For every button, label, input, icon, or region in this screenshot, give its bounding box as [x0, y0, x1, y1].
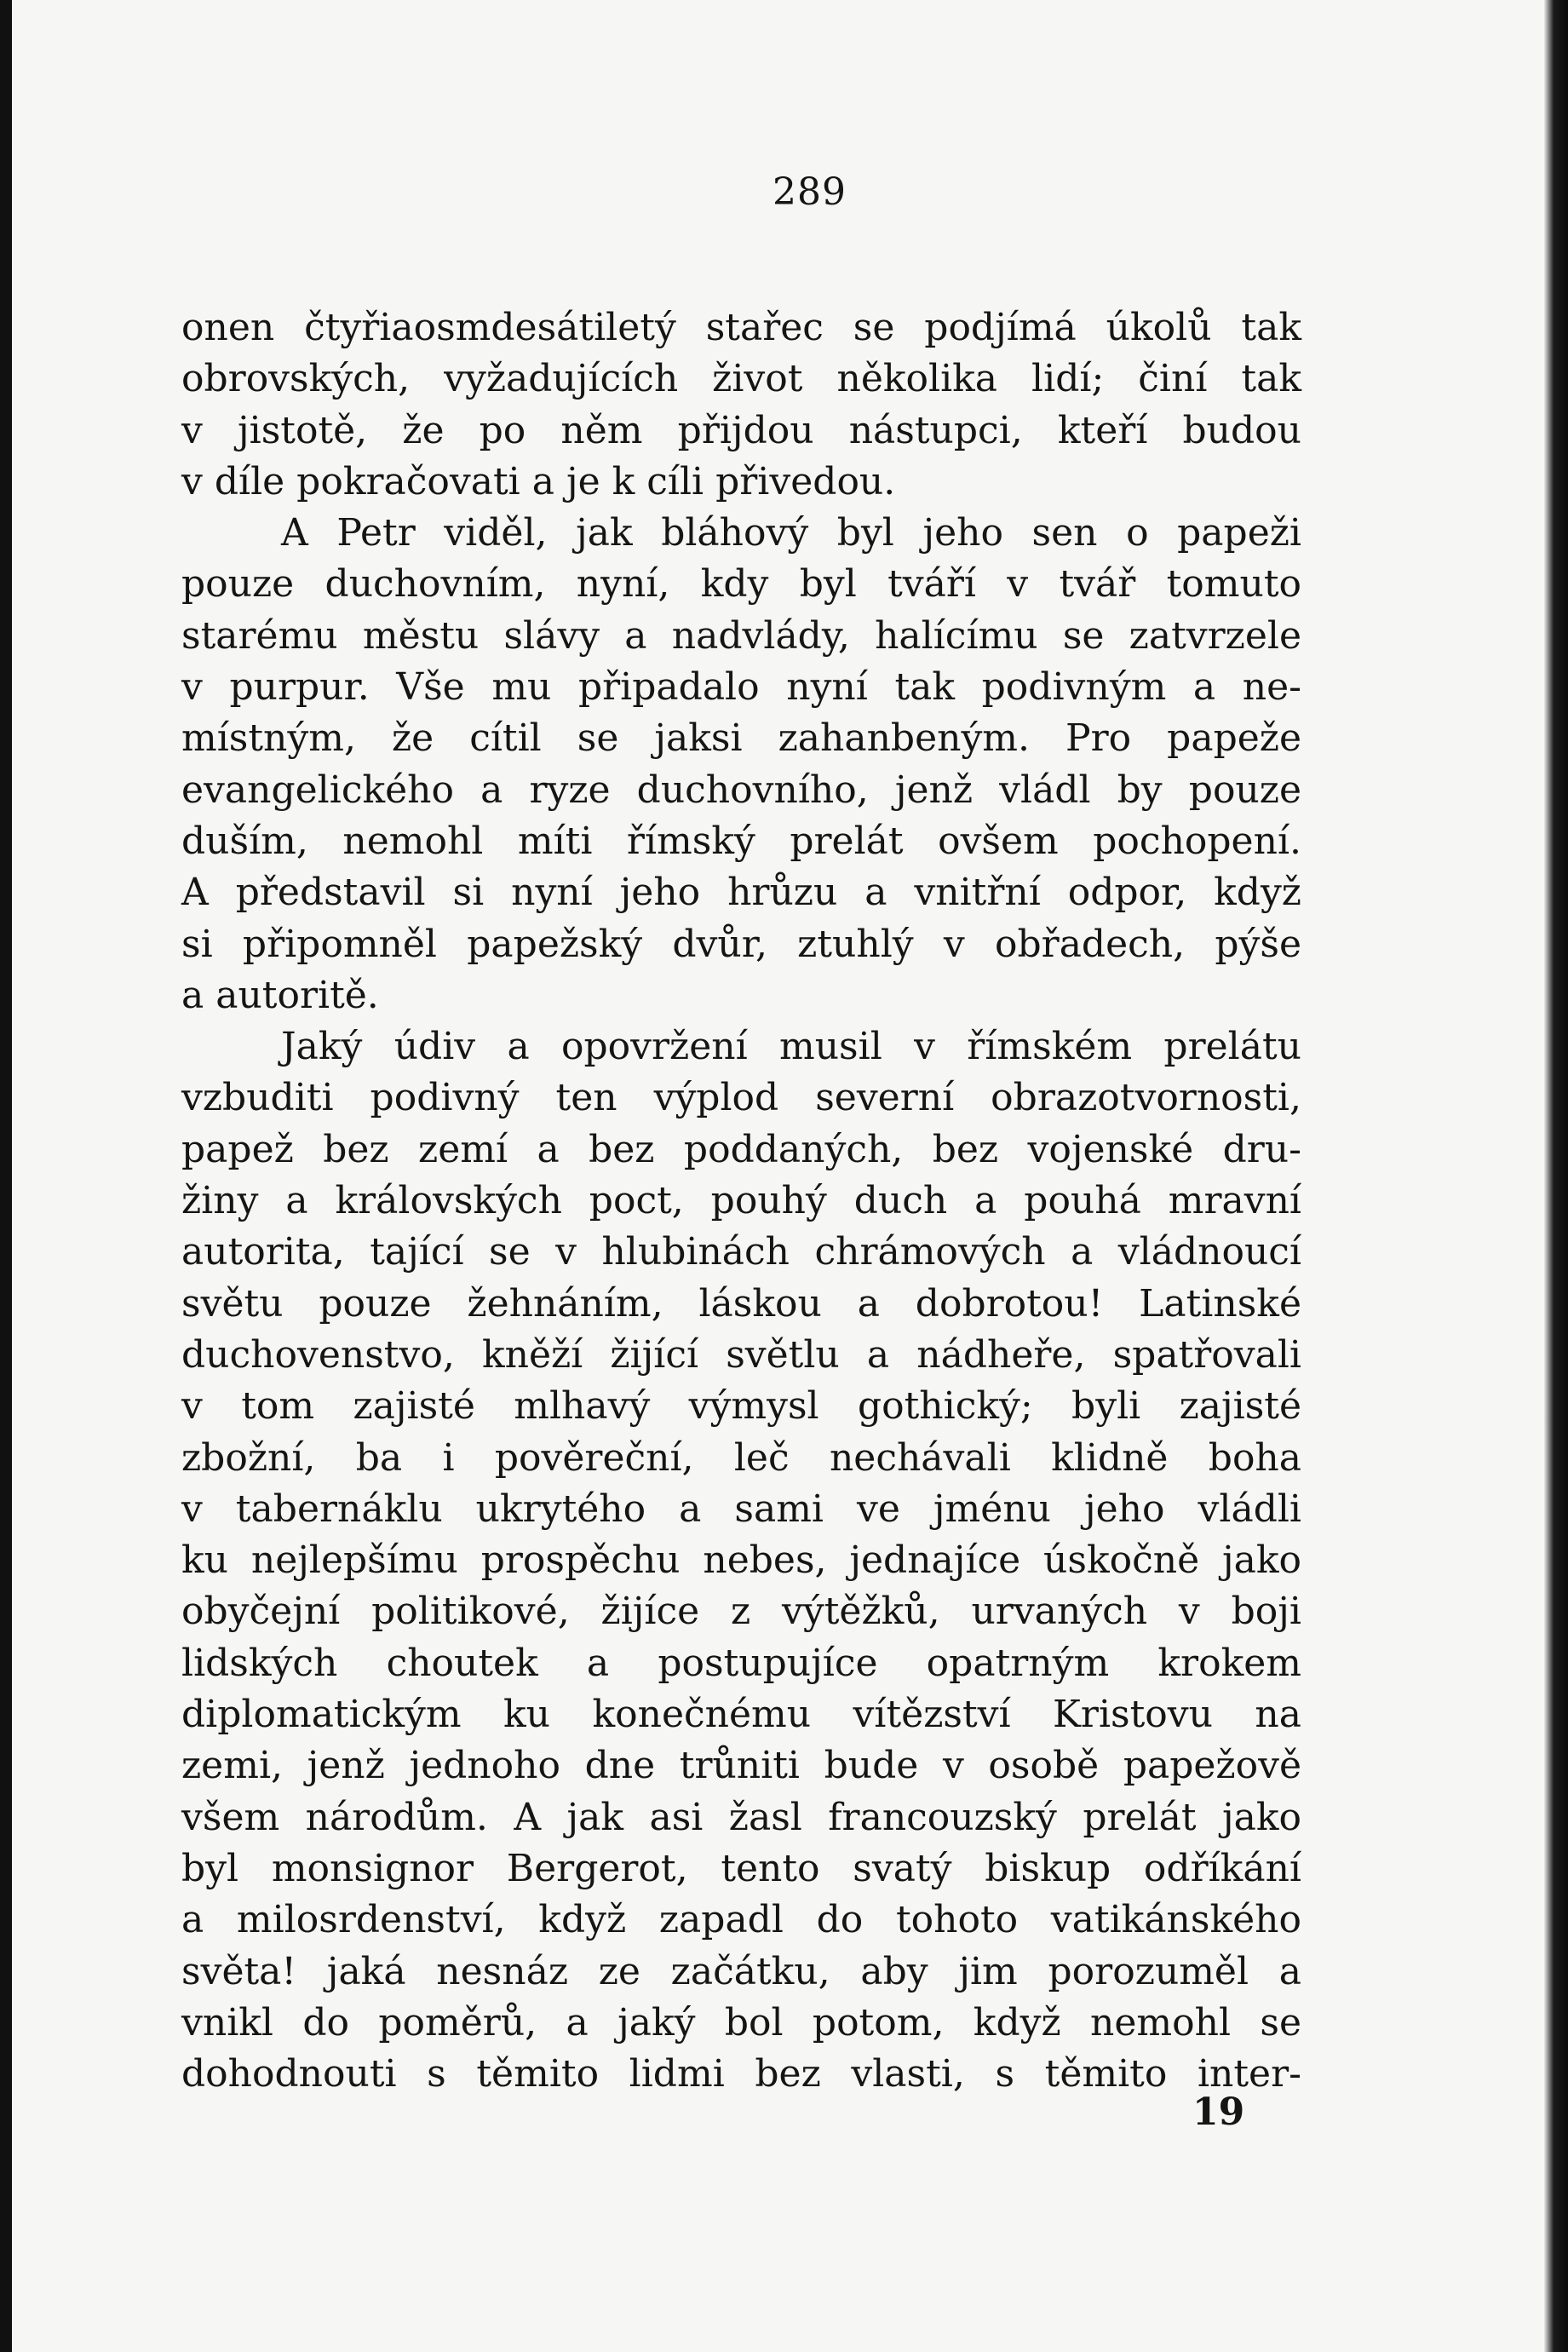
text-line: onen čtyřiaosmdesátiletý stařec se podjímá úkolů tak [181, 306, 1301, 349]
text-line: Jaký údiv a opovržení musil v římském prelátu [281, 1025, 1301, 1069]
text-line: evangelického a ryze duchovního, jenž vládl by pouze [181, 768, 1301, 812]
text-line: obyčejní politikové, žijíce z výtěžků, urvaných v boji [181, 1590, 1301, 1634]
text-line: obrovských, vyžadujících život několika lidí; činí tak [181, 357, 1301, 401]
text-line: ku nejlepšímu prospěchu nebes, jednajíce úskočně jako [181, 1538, 1301, 1583]
signature-mark: 19 [1192, 2090, 1245, 2134]
text-line: a autoritě. [181, 973, 379, 1017]
body-text [181, 302, 1301, 2100]
text-line: si připomněl papežský dvůr, ztuhlý v obřadech, pýše [181, 922, 1301, 966]
text-line: v jistotě, že po něm přijdou nástupci, kteří budou [181, 408, 1301, 452]
text-line: světu pouze žehnáním, láskou a dobrotou! Latinské [181, 1281, 1301, 1326]
text-line: zemi, jenž jednoho dne trůniti bude v osobě papežově [181, 1744, 1301, 1788]
text-line: pouze duchovním, nyní, kdy byl tváří v tvář tomuto [181, 562, 1301, 607]
text-line: vnikl do poměrů, a jaký bol potom, když nemohl se [181, 2000, 1301, 2044]
text-line: místným, že cítil se jaksi zahanbeným. Pro papeže [181, 716, 1301, 761]
text-line: všem národům. A jak asi žasl francouzský prelát jako [181, 1795, 1301, 1839]
text-line: žiny a královských poct, pouhý duch a pouhá mravní [181, 1179, 1301, 1223]
text-line: duším, nemohl míti římský prelát ovšem pochopení. [181, 819, 1301, 863]
page-right-edge [1544, 0, 1568, 2352]
text-line: lidských choutek a postupujíce opatrným krokem [181, 1641, 1301, 1685]
page-number: 289 [773, 170, 847, 214]
text-line: v tom zajisté mlhavý výmysl gothický; byli zajisté [181, 1384, 1301, 1429]
text-line: papež bez zemí a bez poddaných, bez vojenské dru- [181, 1127, 1301, 1171]
text-line: A Petr viděl, jak bláhový byl jeho sen o papeži [281, 511, 1301, 555]
text-line: a milosrdenství, když zapadl do tohoto vatikánského [181, 1898, 1301, 1942]
text-line: byl monsignor Bergerot, tento svatý biskup odříkání [181, 1846, 1301, 1890]
text-line: v tabernáklu ukrytého a sami ve jménu jeho vládli [181, 1487, 1301, 1531]
text-line: zbožní, ba i pověreční, leč nechávali klidně boha [181, 1435, 1301, 1480]
text-line: světa! jaká nesnáz ze začátku, aby jim porozuměl a [181, 1949, 1301, 1993]
text-line: vzbuditi podivný ten výplod severní obrazotvornosti, [181, 1076, 1301, 1120]
binding-edge [0, 0, 12, 2352]
text-line: A představil si nyní jeho hrůzu a vnitřní odpor, když [181, 871, 1301, 915]
text-line: dohodnouti s těmito lidmi bez vlasti, s těmito inter- [181, 2052, 1301, 2096]
text-line: starému městu slávy a nadvlády, halícímu se zatvrzele [181, 613, 1301, 658]
text-line: autorita, tající se v hlubinách chrámových a vládnoucí [181, 1230, 1301, 1274]
text-line: v díle pokračovati a je k cíli přivedou. [181, 459, 896, 503]
text-line: v purpur. Vše mu připadalo nyní tak podivným a ne- [181, 665, 1301, 710]
text-line: diplomatickým ku konečnému vítězství Kristovu na [181, 1693, 1301, 1737]
text-line: duchovenstvo, kněží žijící světlu a nádheře, spatřovali [181, 1332, 1301, 1377]
